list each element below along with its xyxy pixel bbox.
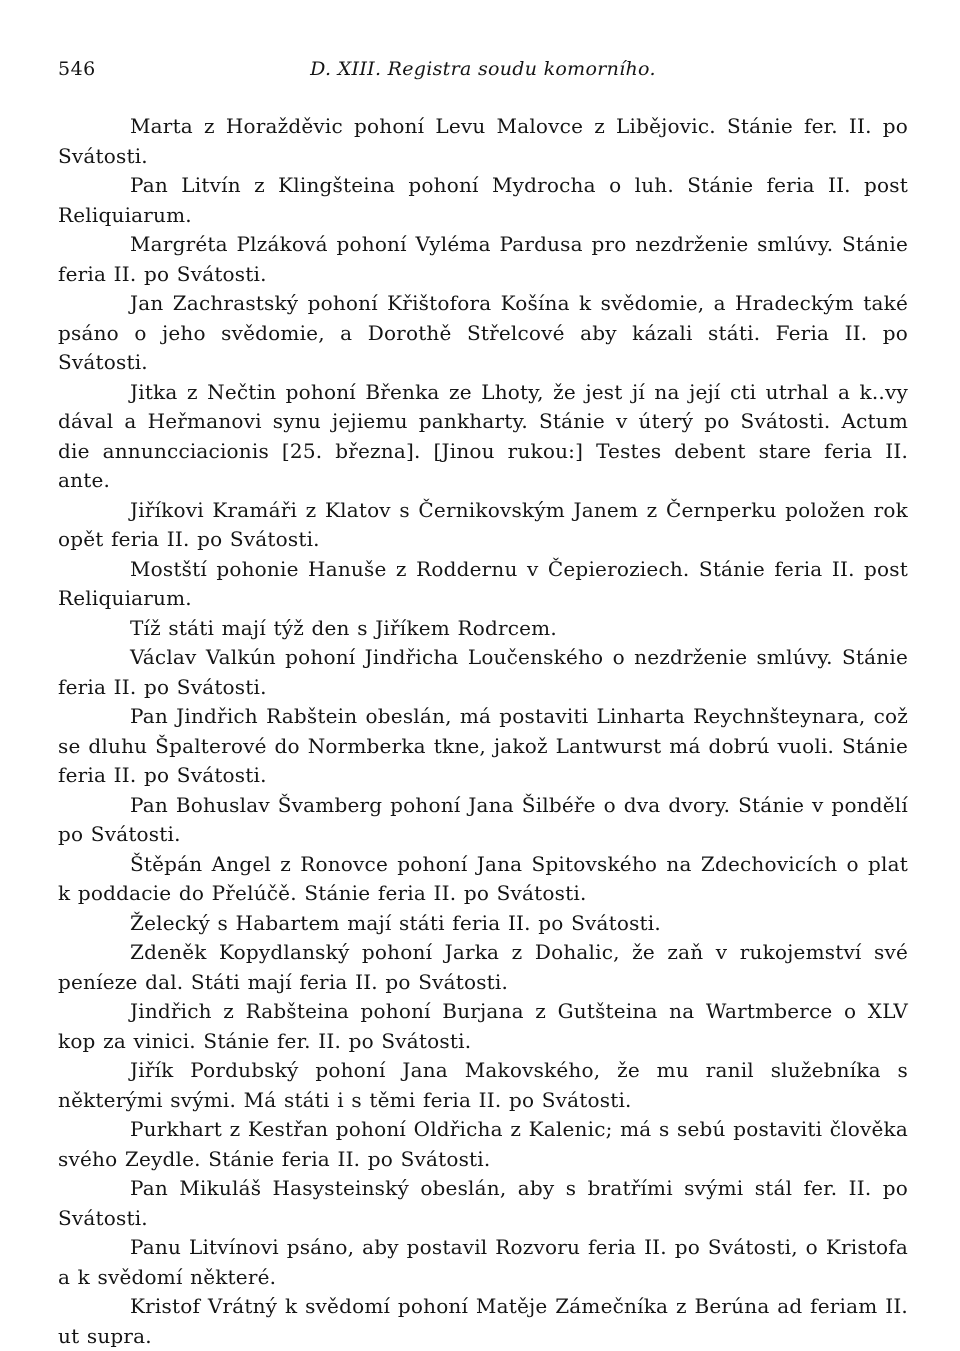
entry-paragraph: Jan Zachrastský pohoní Křištofora Košína k svědomie, a Hradeckým také psáno o jeho svědomie, a Dorothě Střelcové aby kázali státi. Feria II. po Svátosti.: [58, 291, 908, 374]
entry-paragraph: Jiříkovi Kramáři z Klatov s Černikovským Janem z Černperku položen rok opět feria II. po Svátosti.: [58, 497, 908, 551]
entry-paragraph: Václav Valkún pohoní Jindřicha Loučenského o nezdrženie smlúvy. Stánie feria II. po Svátosti.: [58, 645, 908, 699]
entry-paragraph: Pan Mikuláš Hasysteinský obeslán, aby s bratřími svými stál fer. II. po Svátosti.: [58, 1176, 908, 1230]
page-header: [58, 58, 908, 88]
page-number: 546: [58, 58, 96, 80]
entry-paragraph: Kristof Vrátný k svědomí pohoní Matěje Zámečníka z Berúna ad feriam II. ut supra.: [58, 1294, 908, 1348]
entry-paragraph: Panu Litvínovi psáno, aby postavil Rozvoru feria II. po Svátosti, o Kristofa a k svědomí některé.: [58, 1235, 908, 1289]
entry-paragraph: Jindřich z Rabšteina pohoní Burjana z Gutšteina na Wartmberce o XLV kop za vinici. Stánie fer. II. po Svátosti.: [58, 999, 908, 1053]
entry-paragraph: Tíž státi mají týž den s Jiříkem Rodrcem.: [130, 615, 557, 640]
entry-paragraph: Mostští pohonie Hanuše z Roddernu v Čepieroziech. Stánie feria II. post Reliquiarum.: [58, 556, 908, 610]
entry-paragraph: Purkhart z Kestřan pohoní Oldřicha z Kalenic; má s sebú postaviti člověka svého Zeydle. Stánie feria II. po Svátosti.: [58, 1117, 908, 1171]
entry-paragraph: Pan Litvín z Klingšteina pohoní Mydrocha o luh. Stánie feria II. post Reliquiarum.: [58, 173, 908, 227]
entry-paragraph: Pan Bohuslav Švamberg pohoní Jana Šilbéře o dva dvory. Stánie v pondělí po Svátosti.: [58, 792, 908, 846]
entry-paragraph: Želecký s Habartem mají státi feria II. po Svátosti.: [130, 910, 661, 935]
body-text: [58, 112, 908, 1351]
entry-paragraph: Jitka z Nečtin pohoní Břenka ze Lhoty, že jest jí na její cti utrhal a k..vy dával a Heřmanovi synu jejiemu pankharty. Stánie v úterý po Svátosti. Actum die annuncciacionis [25. března]. [Jinou rukou:] Testes debent stare feria II. ante.: [58, 379, 908, 492]
entry-paragraph: Zdeněk Kopydlanský pohoní Jarka z Dohalic, že zaň v rukojemství své peníeze dal. Státi mají feria II. po Svátosti.: [58, 940, 908, 994]
entry-paragraph: Pan Jindřich Rabštein obeslán, má postaviti Linharta Reychnšteynara, což se dluhu Špalterové do Normberka tkne, jakož Lantwurst má dobrú vuoli. Stánie feria II. po Svátosti.: [58, 704, 908, 787]
entry-paragraph: Jiřík Pordubský pohoní Jana Makovského, že mu ranil služebníka s některými svými. Má státi i s těmi feria II. po Svátosti.: [58, 1058, 908, 1112]
running-title: D. XIII. Registra soudu komorního.: [310, 58, 656, 80]
entry-paragraph: Margréta Plzáková pohoní Vyléma Pardusa pro nezdrženie smlúvy. Stánie feria II. po Svátosti.: [58, 232, 908, 286]
entry-paragraph: Marta z Horažděvic pohoní Levu Malovce z Libějovic. Stánie fer. II. po Svátosti.: [58, 114, 908, 168]
entry-paragraph: Štěpán Angel z Ronovce pohoní Jana Spitovského na Zdechovicích o plat k poddacie do Přelúčě. Stánie feria II. po Svátosti.: [58, 851, 908, 905]
